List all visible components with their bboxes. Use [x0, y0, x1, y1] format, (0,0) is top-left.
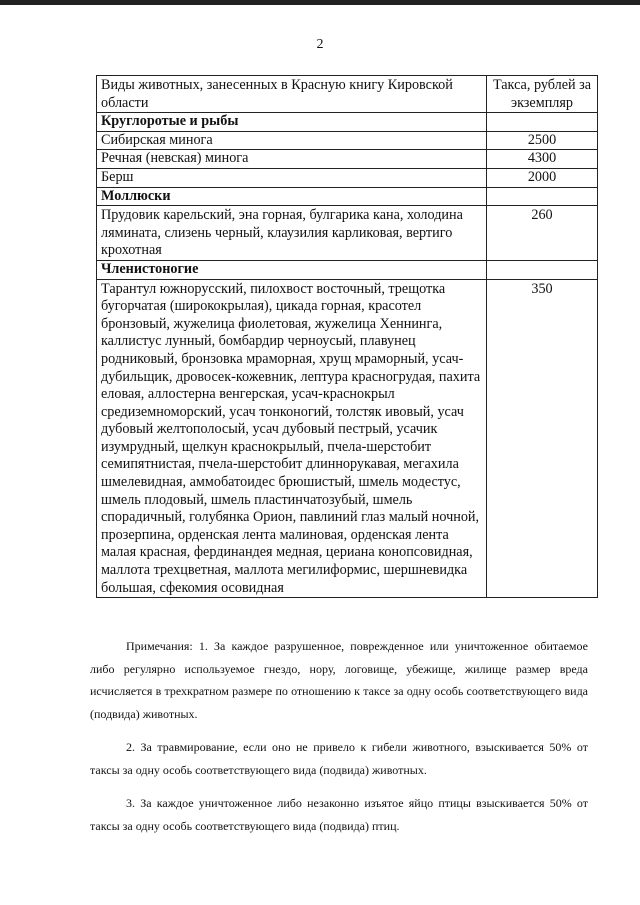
species-price: 350 — [487, 279, 598, 598]
note-3: 3. За каждое уничтоженное либо незаконно изъятое яйцо птицы взыскивается 50% от таксы за одну особь соответствующего вида (подвида) птиц. — [90, 796, 588, 833]
top-rule — [0, 0, 640, 5]
table-row — [97, 279, 598, 598]
notes-section — [90, 635, 588, 848]
species-price: 260 — [487, 206, 598, 261]
table-row — [97, 206, 598, 261]
table-header-row — [97, 76, 598, 113]
species-table — [96, 75, 598, 598]
table-row — [97, 150, 598, 169]
species-name: Прудовик карельский, эна горная, булгарика кана, холодина лямината, слизень черный, клаузилия карликовая, вертиго крохотная — [97, 206, 487, 261]
species-price: 2000 — [487, 168, 598, 187]
group-title: Круглоротые и рыбы — [97, 113, 487, 132]
group-title: Моллюски — [97, 187, 487, 206]
note-1: Примечания: 1. За каждое разрушенное, поврежденное или уничтоженное обитаемое либо регулярно используемое гнездо, нору, логовище, убежище, жилище размер вреда исчисляется в трехкратном размере по отношению к таксе за одну особь соответствующего вида (подвида) животных. — [90, 639, 588, 721]
table-row — [97, 131, 598, 150]
group-price-empty — [487, 113, 598, 132]
note-2: 2. За травмирование, если оно не привело к гибели животного, взыскивается 50% от таксы за одну особь соответствующего вида (подвида) животных. — [90, 740, 588, 777]
group-row-molluscs — [97, 187, 598, 206]
species-price: 2500 — [487, 131, 598, 150]
group-row-arthropods — [97, 260, 598, 279]
group-price-empty — [487, 187, 598, 206]
species-name: Берш — [97, 168, 487, 187]
species-name: Речная (невская) минога — [97, 150, 487, 169]
group-price-empty — [487, 260, 598, 279]
group-title: Членистоногие — [97, 260, 487, 279]
species-name: Сибирская минога — [97, 131, 487, 150]
page-number: 2 — [316, 37, 324, 52]
header-price: Такса, рублей за экземпляр — [487, 76, 598, 113]
group-row-fish — [97, 113, 598, 132]
species-name: Тарантул южнорусский, пилохвост восточный, трещотка бугорчатая (ширококрылая), цикада горная, красотел бронзовый, жужелица фиолетовая, жужелица Хеннинга, каллистус лунный, бомбардир черноусый, плавунец родниковый, бронзовка мраморная, хрущ мраморный, усач-дубильщик, дровосек-кожевник, лептура красногрудая, пахита еловая, аллостерна венгерская, усач-краснокрыл средиземноморский, усач тонконогий, толстяк ивовый, усач дубовый желтополосый, усач дубовый пестрый, усачик изумрудный, щелкун краснокрылый, пчела-шерстобит семипятнистая, пчела-шерстобит длиннорукавая, мегахила шмелевидная, аммобатоидес брюшистый, шмель модестус, шмель плодовый, шмель пластинчатозубый, шмель спорадичный, голубянка Орион, павлиний глаз малый ночной, прозерпина, орденская лента малиновая, орденская лента малая красная, фердинандея медная, цериана конопсовидная, маллота трехцветная, маллота мегилиформис, шершневидка большая, сфекомия осовидная — [97, 279, 487, 598]
table-row — [97, 168, 598, 187]
species-price: 4300 — [487, 150, 598, 169]
header-species: Виды животных, занесенных в Красную книгу Кировской области — [97, 76, 487, 113]
